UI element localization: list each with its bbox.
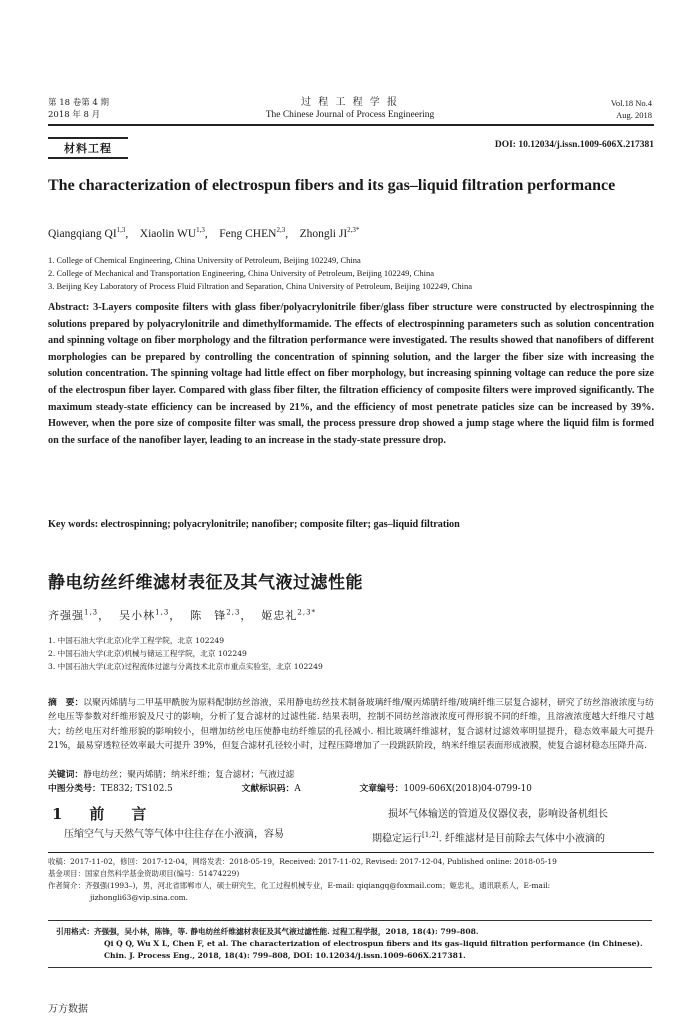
reference-mark[interactable]: [1,2] (422, 831, 439, 839)
author-zh: 姬忠礼$^{2,3*}$ (261, 608, 317, 622)
keywords-text: electrospinning; polyacrylonitrile; nanofiber; composite filter; gas–liquid filtration (100, 519, 460, 530)
body-text-left: 压缩空气与天然气等气体中往往存在小液滴，容易 (64, 829, 284, 840)
header-volume-zh: 第 18 卷第 4 期 (48, 98, 110, 108)
section-tag: 材料工程 (48, 137, 128, 159)
keywords-zh-text: 静电纺丝；聚丙烯腈；纳米纤维；复合滤材；气液过滤 (83, 770, 295, 780)
keywords-en (48, 519, 654, 530)
affiliation-en: 2. College of Mechanical and Transportation Engineering, China University of Petroleum, Beijing 102249, China (48, 268, 434, 278)
doi: DOI: 10.12034/j.issn.1009-606X.217381 (494, 140, 654, 150)
abstract-zh (48, 696, 654, 753)
footnote-received: 收稿：2017-11-02，修回：2017-12-04，网络发表：2018-05-19，Received: 2017-11-02, Revised: 2017-12-04, Published online: 2018-05-19 (48, 857, 557, 866)
affiliation-zh: 1. 中国石油大学(北京)化学工程学院，北京 102249 (48, 636, 225, 645)
keywords-zh (48, 767, 294, 780)
affiliation-zh: 3. 中国石油大学(北京)过程流体过滤与分离技术北京市重点实验室，北京 102249 (48, 662, 323, 671)
abstract-label: Abstract: (48, 302, 90, 313)
article-number: 文章编号：1009-606X(2018)04-0799-10 (359, 784, 532, 794)
body-text-right: 期稳定运行[1,2]. 纤维滤材是目前除去气体中小液滴的 (372, 831, 605, 845)
footnote-fund: 基金项目：国家自然科学基金资助项目(编号：51474229) (48, 869, 240, 878)
header-rule (48, 124, 654, 126)
affiliation-zh: 2. 中国石油大学(北京)机械与储运工程学院，北京 102249 (48, 649, 247, 658)
citation-en: Qi Q Q, Wu X L, Chen F, et al. The characterization of electrospun fibers and its gas–liquid filtration performance (in Chinese). (104, 939, 643, 948)
footer-watermark: 万方数据 (48, 1004, 88, 1015)
authors-zh: 齐强强$^{1,3}$， 吴小林$^{1,3}$， 陈 锋$^{2,3}$， 姬忠礼$^{2,3*}$ (48, 608, 317, 622)
body-text-right: 损坏气体输送的管道及仪器仪表，影响设备机组长 (388, 809, 608, 820)
affiliation-en: 1. College of Chemical Engineering, China University of Petroleum, Beijing 102249, China (48, 255, 361, 265)
affiliation-en: 3. Beijing Key Laboratory of Process Fluid Filtration and Separation, China University of Petroleum, Beijing 102249, China (48, 281, 472, 291)
section-heading: 1 前 言 (52, 805, 153, 823)
footnote-bio: 作者简介：齐强强(1993–)，男，河北省邯郸市人，硕士研究生，化工过程机械专业，E-mail: qiqiangq@foxmail.com；姬忠礼，通讯联系人，E-mail: (48, 881, 551, 890)
keywords-zh-label: 关键词： (48, 770, 84, 780)
authors-en: Qiangqiang QI$^{1,3}$, Xiaolin WU$^{1,3}$, Feng CHEN$^{2,3}$, Zhongli $JI^{2,3*}$ (48, 226, 360, 240)
clc-number: 中图分类号：TE832; TS102.5 (48, 784, 173, 794)
header-date-en: Aug. 2018 (616, 110, 652, 120)
header-date-zh: 2018 年 8 月 (48, 110, 101, 120)
header-journal-zh: 过 程 工 程 学 报 (301, 97, 399, 108)
abstract-zh-label: 摘 要： (48, 698, 84, 708)
author-zh: 陈 锋$^{2,3}$ (190, 608, 241, 622)
header-volume-en: Vol.18 No.4 (610, 98, 652, 108)
author-en: Xiaolin WU$^{1,3}$ (139, 226, 205, 240)
footnote-rule (48, 852, 654, 853)
abstract-text: 3-Layers composite filters with glass fiber/polyacrylonitrile fiber/glass fiber structure were constructed by electrospinning the solutions prepared by polyacrylonitrile and dimethylformamide. The effects of electrospinning parameters such as solution concentration and spinning voltage on fiber morphology and the filtration performance were investigated. The results showed that nanofibers of different morphologies can be prepared by controlling the concentration of spinning solution, and the larger the fiber size with increasing the solution concentration. The spinning voltage had little effect on fiber morphology, but increasing spinning voltage can reduce the pore size of the electrospun fiber layer. Compared with glass fiber filter, the filtration efficiency of composite filters were improved significantly. The maximum steady-state efficiency can be increased by 21%, and the efficiency of most penetrate paticles size can be increased by 39%. However, when the pore size of composite filter was small, the process pressure drop showed a jump stage where the liquid film is formed on the surface of the nanofiber layer, leading to an increase in the stady-state pressure drop. (48, 302, 655, 446)
article-title-en: The characterization of electrospun fibers and its gas–liquid filtration performance (48, 177, 616, 194)
citation-en: Chin. J. Process Eng., 2018, 18(4): 799–808, DOI: 10.12034/j.issn.1009-606X.217381. (104, 951, 466, 960)
author-zh: 吴小林$^{1,3}$ (119, 608, 170, 622)
footnote-email: jizhongli63@vip.sina.com. (90, 893, 189, 902)
author-en: Qiangqiang QI$^{1,3}$ (48, 226, 126, 240)
author-en: Zhongli $JI^{2,3*}$ (299, 226, 360, 240)
doc-code: 文献标识码：A (241, 784, 301, 794)
classification-zh (48, 781, 568, 794)
citation-box (48, 920, 652, 968)
header-journal-en: The Chinese Journal of Process Engineering (265, 110, 435, 120)
author-zh: 齐强强$^{1,3}$ (48, 608, 99, 622)
abstract-zh-text: 以聚丙烯腈与二甲基甲酰胺为原料配制纺丝溶液，采用静电纺丝技术制备玻璃纤维/聚丙烯腈纤维/玻璃纤维三层复合滤材，研究了纺丝溶液浓度与纺丝电压等参数对纤维形貌及尺寸的影响，分析了复合滤材的过滤性能. 结果表明，控制不同纺丝溶液浓度可得形貌不同的纤维，且溶液浓度越大纤维尺寸越大；纺丝电压对纤维形貌的影响较小，但增加纺丝电压使静电纺纤维层的孔径减小. 相比玻璃纤维滤材，复合滤材过滤效率明显提升，稳态效率最大可提升 21%，最易穿透粒径效率最大可提升 39%，但复合滤材孔径较小时，过程压降增加了一段跳跃阶段，纳米纤维层表面形成液膜，使复合滤材稳态压降升高. (48, 698, 654, 751)
author-en: Feng CHEN$^{2,3}$ (219, 226, 286, 240)
abstract-en (48, 300, 654, 449)
article-title-zh: 静电纺丝纤维滤材表征及其气液过滤性能 (48, 573, 363, 593)
keywords-label: Key words: (48, 519, 99, 530)
citation-zh: 引用格式：齐强强，吴小林，陈锋，等. 静电纺丝纤维滤材表征及其气液过滤性能. 过程工程学报，2018, 18(4): 799–808. (56, 927, 479, 936)
